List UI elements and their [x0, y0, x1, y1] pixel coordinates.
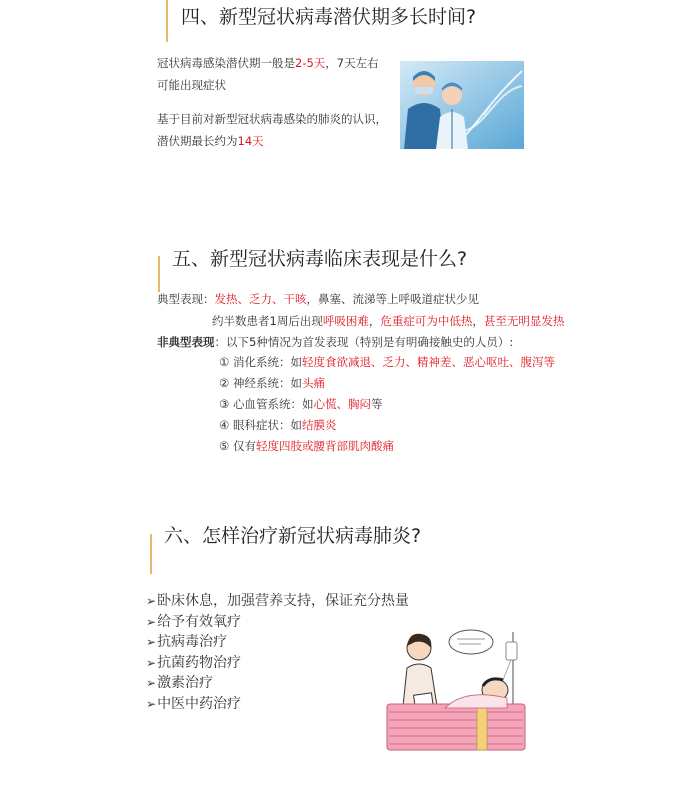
atypical-symptoms-line: 非典型表现：以下5种情况为首发表现（特别是有明确接触史的人员）:: [157, 335, 514, 349]
section4-title: 四、新型冠状病毒潜伏期多长时间?: [181, 6, 477, 28]
arrow-bullet-icon: ➢: [146, 635, 157, 649]
list-item: ① 消化系统：如轻度食欲减退、乏力、精神差、恶心呕吐、腹泻等: [219, 355, 555, 369]
atypical-label: 非典型表现: [157, 335, 215, 349]
list-item: ⑤ 仅有轻度四肢或腰背部肌肉酸痛: [219, 439, 394, 453]
incubation-range: 2-5天: [295, 56, 326, 70]
section4-divider: [166, 0, 168, 42]
section4-text-line3: 基于目前对新型冠状病毒感染的肺炎的认识，: [157, 112, 387, 126]
hospital-illustration: [385, 628, 529, 754]
arrow-bullet-icon: ➢: [146, 696, 157, 711]
list-item: ➢卧床休息，加强营养支持，保证充分热量: [146, 593, 410, 609]
treatment-list: [146, 591, 409, 714]
arrow-bullet-icon: ➢: [146, 655, 157, 670]
list-item: ③ 心血管系统：如心慌、胸闷等: [219, 397, 383, 411]
section5-title: 五、新型冠状病毒临床表现是什么?: [172, 248, 468, 270]
atypical-list: [219, 352, 555, 457]
incubation-max: 14天: [237, 134, 264, 148]
list-item: ② 神经系统：如头痛: [219, 376, 325, 390]
list-item: ➢抗病毒治疗: [146, 634, 228, 650]
section4-text-line4: 潜伏期最长约为14天: [157, 134, 264, 148]
typical-symptoms-line1: 典型表现：发热、乏力、干咳，鼻塞、流涕等上呼吸道症状少见: [157, 292, 479, 306]
section6-divider: [150, 534, 152, 574]
arrow-bullet-icon: ➢: [146, 676, 157, 690]
section4-text-line1: 冠状病毒感染潜伏期一般是2-5天，7天左右: [157, 56, 379, 70]
typical-label: 典型表现：: [157, 292, 215, 306]
section4-text-line2: 可能出现症状: [157, 78, 226, 92]
list-item: ➢中医中药治疗: [146, 695, 242, 712]
arrow-bullet-icon: ➢: [146, 614, 157, 629]
section6-title: 六、怎样治疗新冠状病毒肺炎?: [164, 525, 422, 547]
typical-symptoms-line2: 约半数患者1周后出现呼吸困难，危重症可为中低热，甚至无明显发热: [212, 314, 565, 328]
list-item: ④ 眼科症状：如结膜炎: [219, 418, 337, 432]
list-item: ➢激素治疗: [146, 675, 214, 691]
list-item: ➢给予有效氧疗: [146, 613, 242, 630]
list-item: ➢抗菌药物治疗: [146, 654, 242, 671]
doctors-image: [400, 61, 524, 149]
arrow-bullet-icon: ➢: [146, 594, 157, 608]
